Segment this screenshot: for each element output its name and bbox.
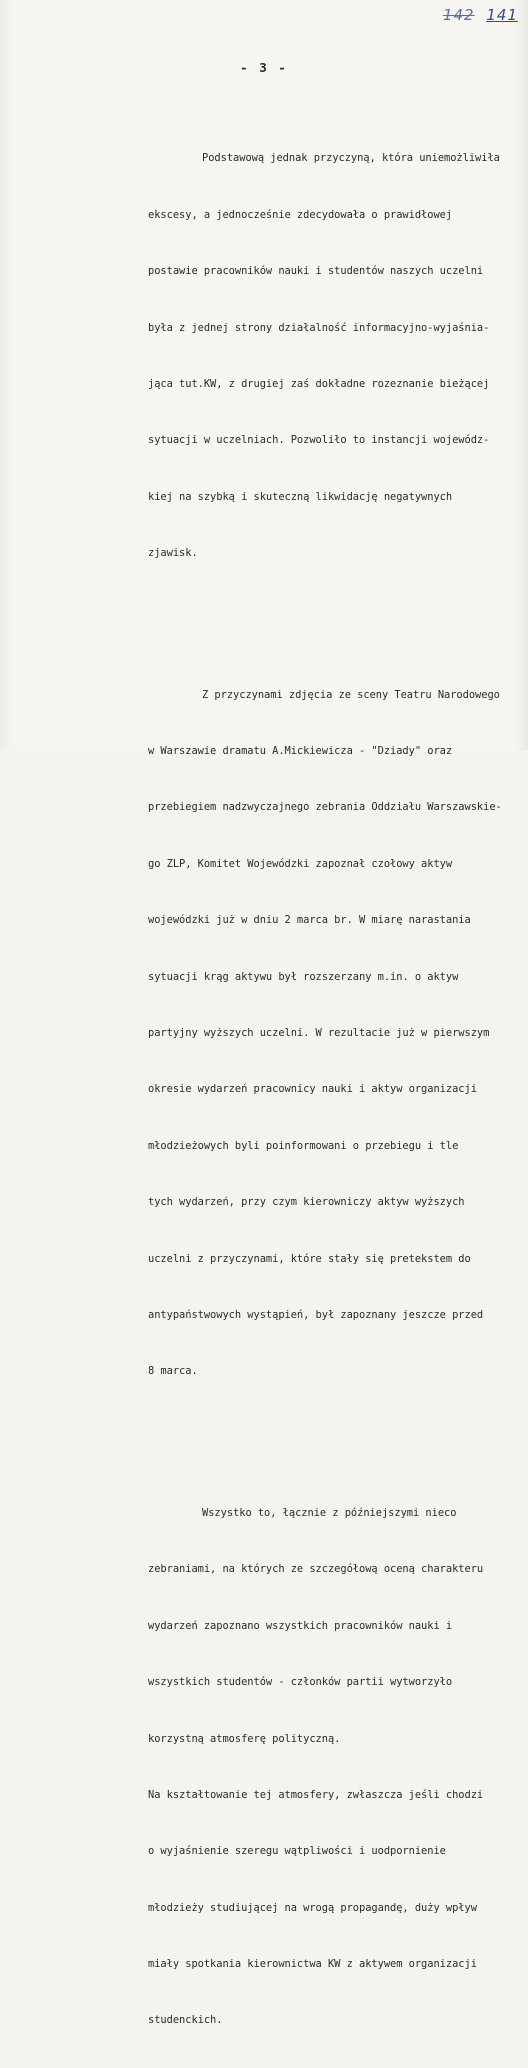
paragraph-1-line: ekscesy, a jednocześnie zdecydowała o prawidłowej — [148, 208, 453, 221]
paragraph-2-line: Z przyczynami zdjęcia ze sceny Teatru Narodowego — [202, 688, 500, 701]
paragraph-1-line: postawie pracowników nauki i studentów naszych uczelni — [148, 265, 484, 278]
paragraph-3-line: Na kształtowanie tej atmosfery, zwłaszcza jeśli chodzi — [148, 1788, 484, 1801]
paragraph-2-line: antypaństwowych wystąpień, był zapoznany jeszcze przed — [148, 1309, 484, 1321]
paragraph-3-line: miały spotkania kierownictwa KW z aktywem organizacji — [148, 1958, 477, 1971]
archive-number-new: 141 — [486, 6, 518, 24]
paragraph-1-line: zjawisk. — [148, 547, 198, 560]
paragraph-1-line: Podstawową jednak przyczyną, która uniemożliwiła — [202, 152, 500, 165]
paragraph-3-line: wydarzeń zapoznano wszystkich pracowników nauki i — [148, 1619, 453, 1632]
paragraph-3-line: Wszystko to, łącznie z późniejszymi nieco — [202, 1506, 457, 1519]
paragraph-1-line: sytuacji w uczelniach. Pozwoliło to instancji wojewódz- — [148, 434, 490, 447]
archive-page-number — [443, 6, 518, 24]
document-body — [148, 93, 518, 2068]
paragraph-3-line: studenckich. — [148, 2014, 223, 2027]
page-number: - 3 - — [240, 60, 288, 75]
paragraph-1-line: kiej na szybką i skuteczną likwidację negatywnych — [148, 490, 453, 503]
paragraph-2-line: sytuacji krąg aktywu był rozszerzany m.in. o aktyw — [148, 970, 459, 983]
paragraph-1-line: była z jednej strony działalność informacyjno-wyjaśnia- — [148, 321, 490, 334]
paragraph-1-line: jąca tut.KW, z drugiej zaś dokładne rozeznanie bieżącej — [148, 377, 490, 390]
paragraph-2-line: go ZLP, Komitet Wojewódzki zapoznał czołowy aktyw — [148, 857, 453, 870]
paragraph-3-line: zebraniami, na których ze szczegółową oceną charakteru — [148, 1563, 484, 1576]
paragraph-3-line: wszystkich studentów - członków partii wytworzyło — [148, 1676, 453, 1689]
archive-number-old: 142 — [442, 6, 475, 24]
paragraph-2-line: młodzieżowych byli poinformowani o przebiegu i tle — [148, 1139, 459, 1152]
paragraph-2-line: w Warszawie dramatu A.Mickiewicza - "Dziady" oraz — [148, 745, 453, 758]
paragraph-2-line: okresie wydarzeń pracownicy nauki i aktyw organizacji — [148, 1083, 477, 1096]
paragraph-2-line: przebiegiem nadzwyczajnego zebrania Oddziału Warszawskie- — [148, 801, 502, 814]
paragraph-2-line: wojewódzki już w dniu 2 marca br. W miarę narastania — [148, 914, 471, 927]
paragraph-3-line: młodzieży studiującej na wrogą propagandę, duży wpływ — [148, 1901, 477, 1914]
paragraph-3-line: korzystną atmosferę polityczną. — [148, 1732, 341, 1745]
paragraph-2-line: uczelni z przyczynami, które stały się pretekstem do — [148, 1252, 471, 1265]
paragraph-3-line: o wyjaśnienie szeregu wątpliwości i uodpornienie — [148, 1845, 446, 1858]
paragraph-2-line: 8 marca. — [148, 1365, 198, 1378]
paragraph-2-line: tych wydarzeń, przy czym kierowniczy aktyw wyższych — [148, 1196, 465, 1209]
paragraph-2-line: partyjny wyższych uczelni. W rezultacie już w pierwszym — [148, 1027, 490, 1040]
